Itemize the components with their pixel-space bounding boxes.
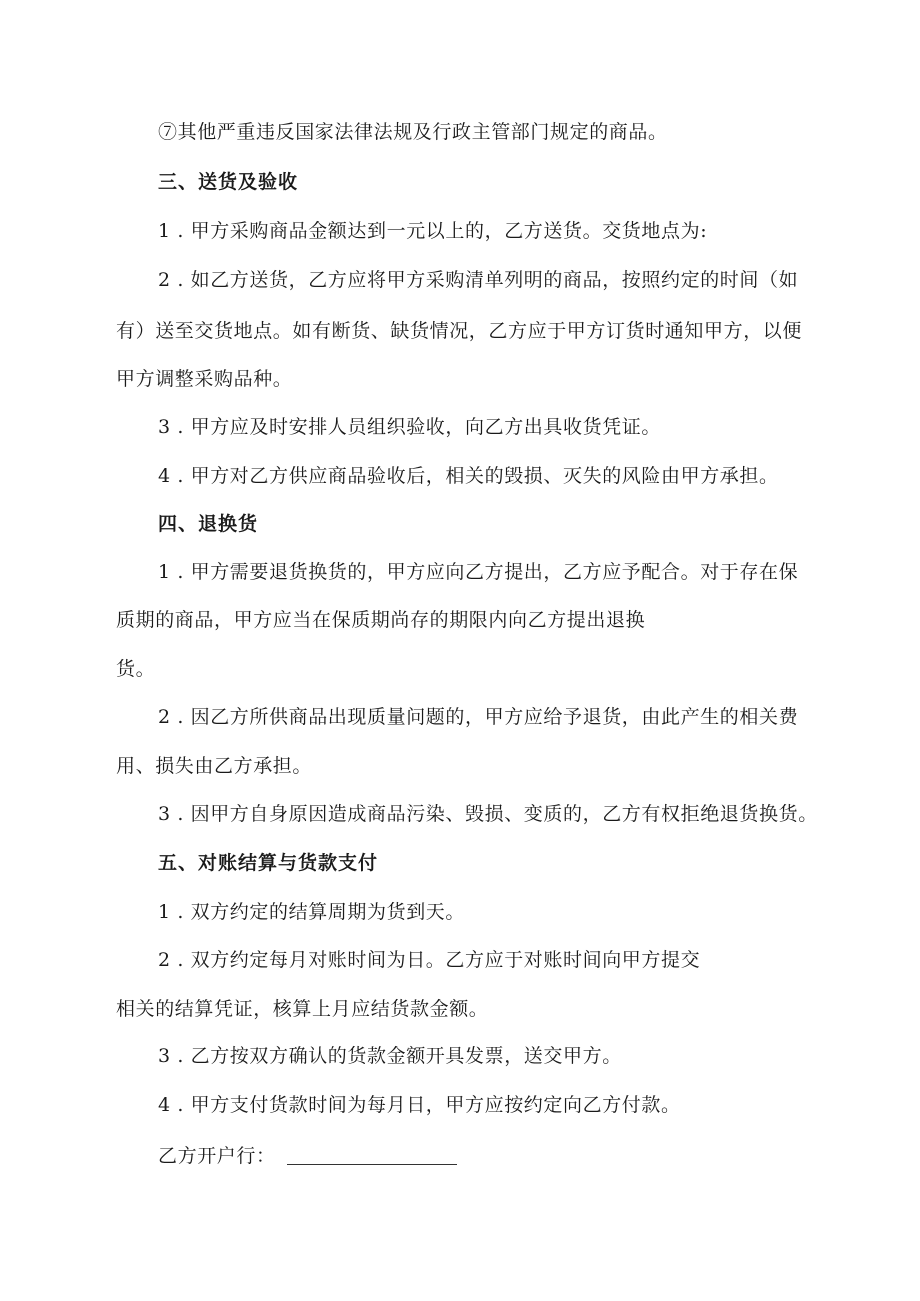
bank-label: 乙方开户行： <box>158 1145 276 1167</box>
section-heading-delivery: 三、送货及验收 <box>158 171 299 193</box>
settlement-clause-1: 1 . 双方约定的结算周期为货到天。 <box>158 901 466 923</box>
delivery-clause-1: 1 . 甲方采购商品金额达到一元以上的，乙方送货。交货地点为: <box>158 220 708 242</box>
returns-clause-1-line1: 1 . 甲方需要退货换货的，甲方应向乙方提出，乙方应予配合。对于存在保 <box>158 561 799 583</box>
returns-clause-1-line3: 货。 <box>116 658 156 680</box>
settlement-clause-3: 3 . 乙方按双方确认的货款金额开具发票，送交甲方。 <box>158 1045 622 1067</box>
bank-blank-line[interactable] <box>287 1164 457 1165</box>
returns-clause-2-line2: 用、损失由乙方承担。 <box>116 755 313 777</box>
returns-clause-1-line2: 质期的商品，甲方应当在保质期尚存的期限内向乙方提出退换 <box>116 609 646 631</box>
delivery-clause-2-line1: 2 . 如乙方送货，乙方应将甲方采购清单列明的商品，按照约定的时间（如 <box>158 269 799 291</box>
delivery-clause-2-line3: 甲方调整采购品种。 <box>116 368 293 390</box>
settlement-clause-4: 4 . 甲方支付货款时间为每月日，甲方应按约定向乙方付款。 <box>158 1094 681 1116</box>
clause-7-prohibited: ⑦其他严重违反国家法律法规及行政主管部门规定的商品。 <box>158 121 668 143</box>
section-heading-returns: 四、退换货 <box>158 513 259 535</box>
settlement-clause-2-line2: 相关的结算凭证，核算上月应结货款金额。 <box>116 998 489 1020</box>
delivery-clause-3: 3 . 甲方应及时安排人员组织验收，向乙方出具收货凭证。 <box>158 416 662 438</box>
delivery-clause-4: 4 . 甲方对乙方供应商品验收后，相关的毁损、灭失的风险由甲方承担。 <box>158 465 779 487</box>
section-heading-settlement: 五、对账结算与货款支付 <box>158 852 379 874</box>
returns-clause-3: 3 . 因甲方自身原因造成商品污染、毁损、变质的，乙方有权拒绝退货换货。 <box>158 803 818 825</box>
delivery-clause-2-line2: 有）送至交货地点。如有断货、缺货情况，乙方应于甲方订货时通知甲方，以便 <box>116 320 803 342</box>
settlement-clause-2-line1: 2 . 双方约定每月对账时间为日。乙方应于对账时间向甲方提交 <box>158 949 701 971</box>
returns-clause-2-line1: 2 . 因乙方所供商品出现质量问题的，甲方应给予退货，由此产生的相关费 <box>158 706 799 728</box>
